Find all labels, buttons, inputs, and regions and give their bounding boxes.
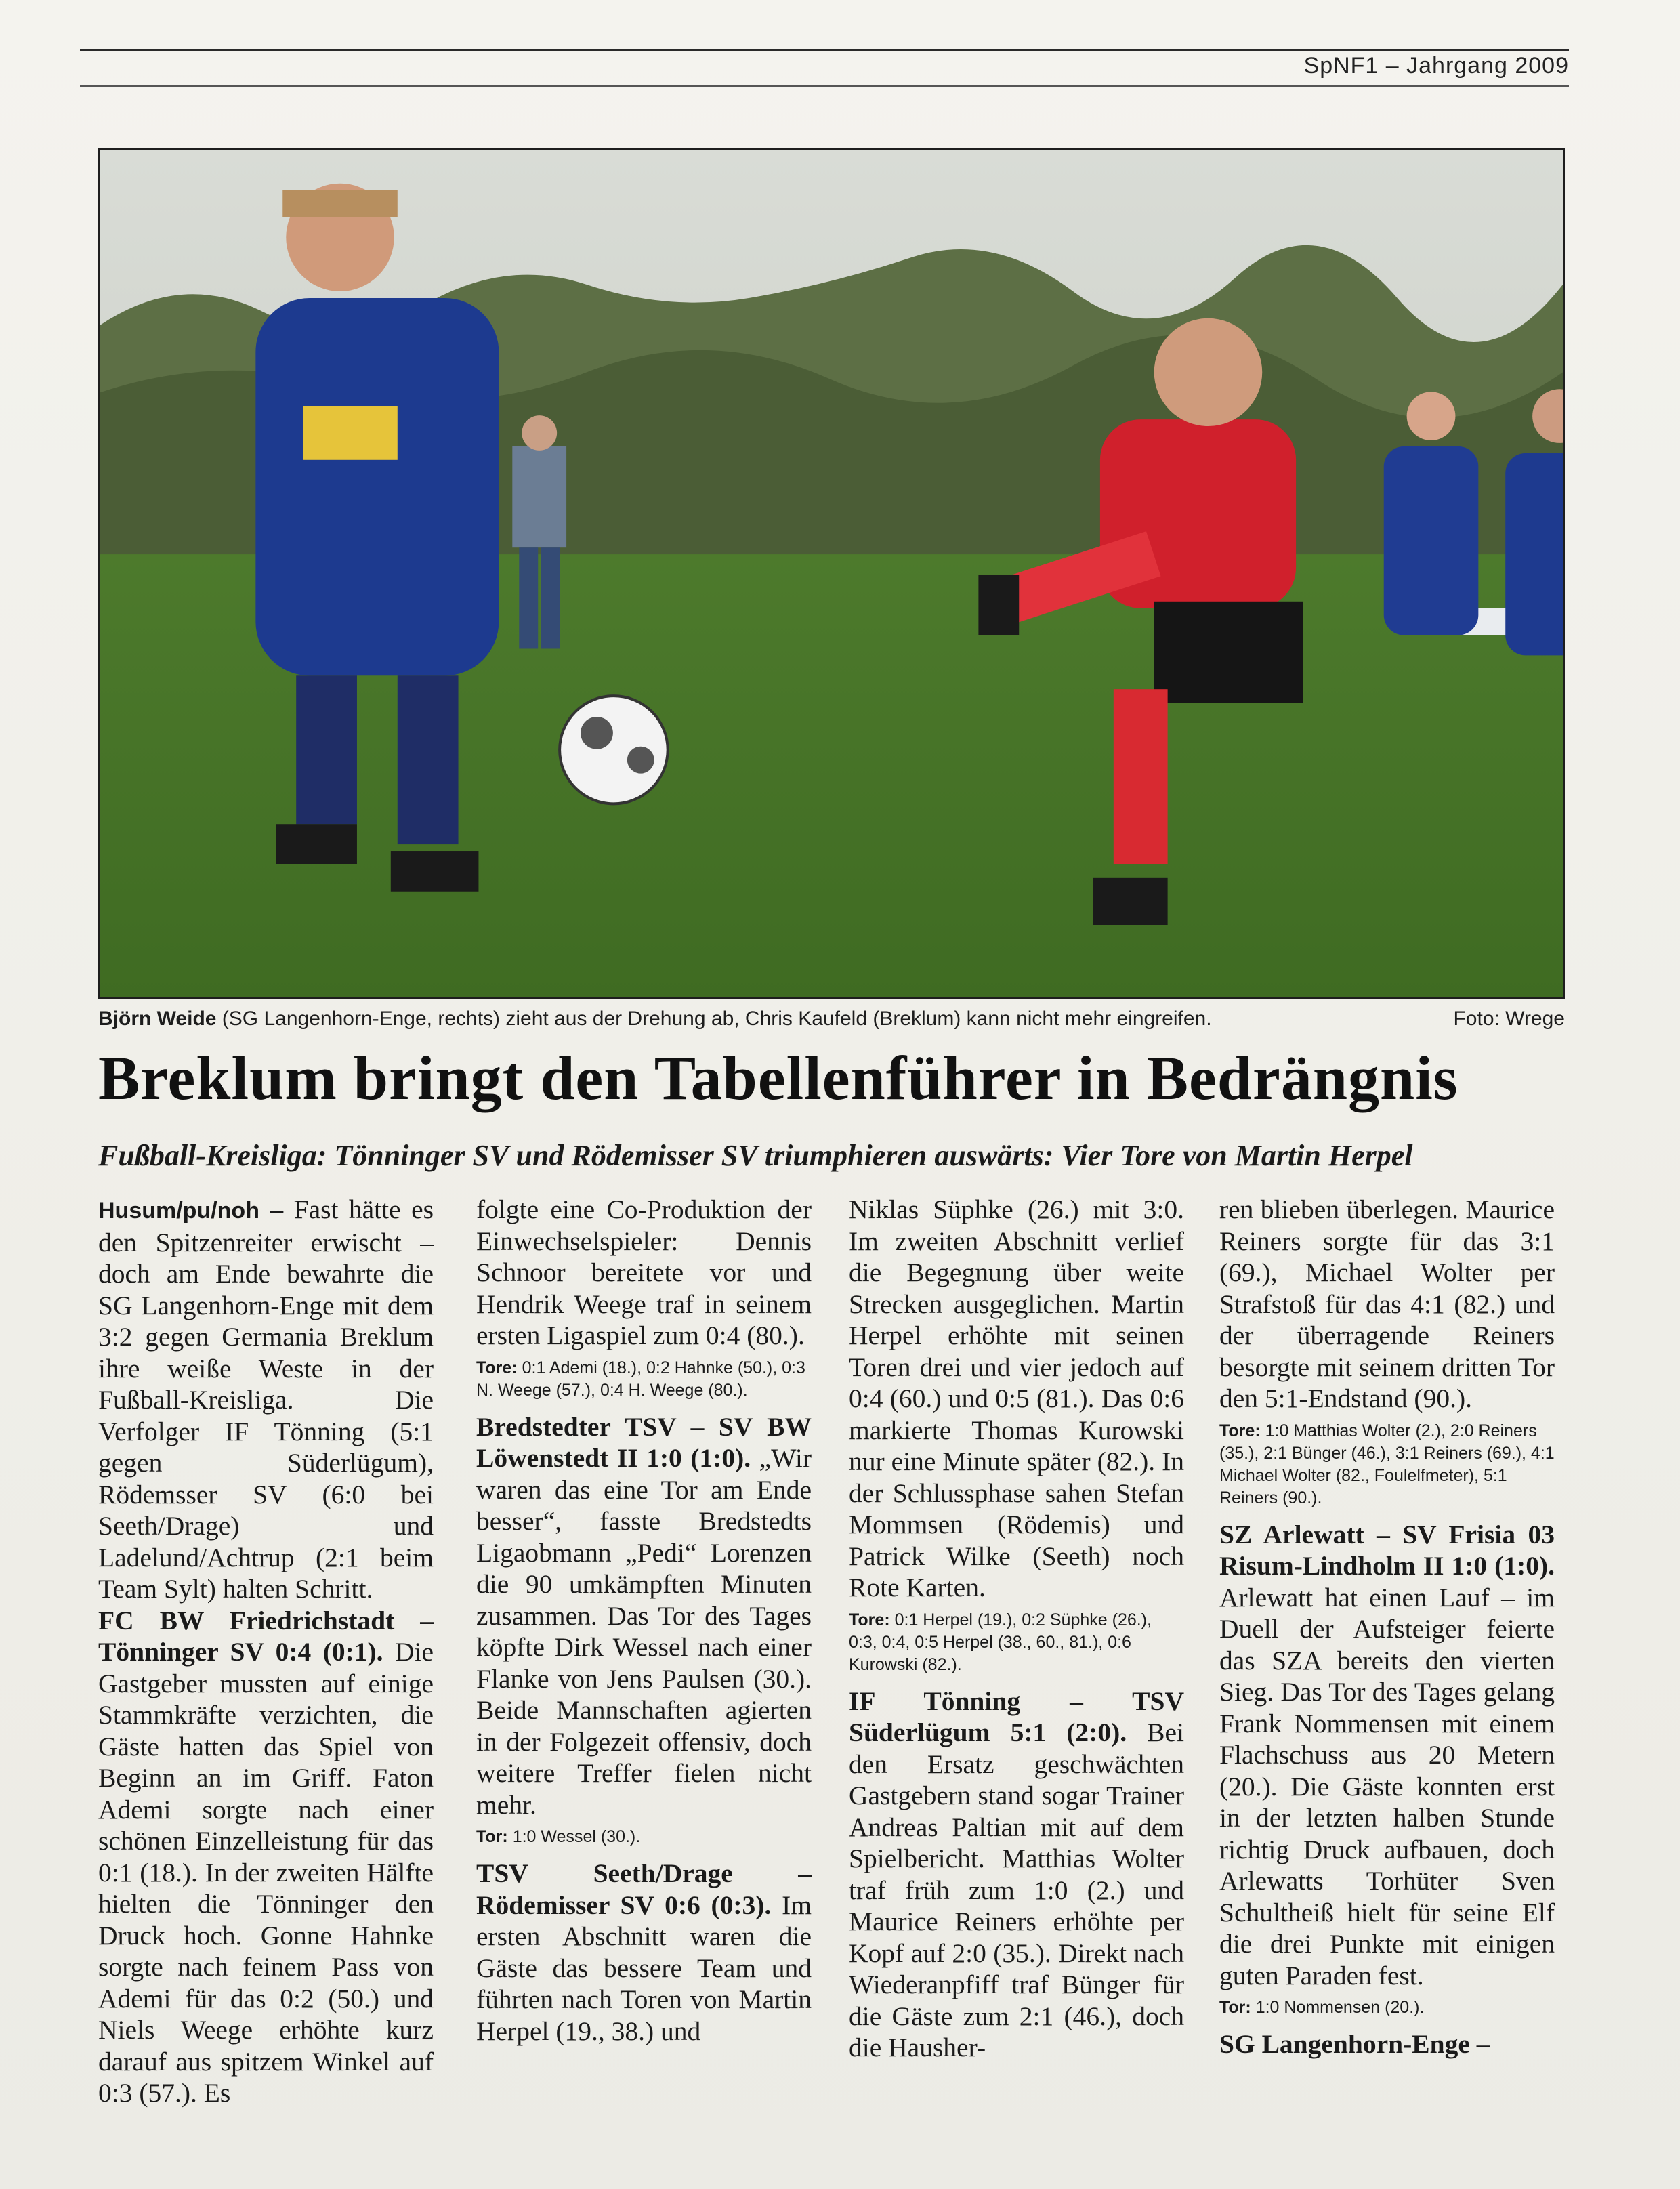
match-heading: SZ Arlewatt – SV Frisia 03 Risum-Lindholm II 1:0 (1:0).: [1219, 1519, 1555, 1581]
match-report: Niklas Süphke (26.) mit 3:0. Im zweiten Abschnitt verlief die Begegnung über weite Strecken ausgeglichen. Martin Herpel erhöhte mit seinen Toren drei und vier jedoch auf 0:4 (60.) und 0:5 (81.). Das 0:6 markierte Thomas Kurowski nur eine Minute später (82.). In der Schlussphase sahen Stefan Mommsen (Rödemis) und Patrick Wilke (Seeth) noch Rote Karten.: [849, 1194, 1184, 1602]
match-heading: SG Langenhorn-Enge –: [1219, 2029, 1490, 2059]
photo-credit: Foto: Wrege: [1453, 1007, 1565, 1030]
goals-list: 0:1 Herpel (19.), 0:2 Süphke (26.), 0:3, 0:4, 0:5 Herpel (38., 60., 81.), 0:6 Kurowski (82.).: [849, 1610, 1152, 1674]
goals-list: 0:1 Ademi (18.), 0:2 Hahnke (50.), 0:3 N. Weege (57.), 0:4 H. Weege (80.).: [476, 1358, 805, 1400]
subheadline: Fußball-Kreisliga: Tönninger SV und Rödemisser SV triumphieren auswärts: Vier Tore von Martin Herpel: [98, 1139, 1413, 1172]
issue-label: SpNF1 – Jahrgang 2009: [1303, 53, 1569, 79]
match-report: „Wir waren das eine Tor am Ende besser“, fasste Bredstedts Ligaobmann „Pedi“ Lorenzen die 90 umkämpften Minuten zusammen. Das Tor des Tages köpfte Dirk Wessel nach einer Flanke von Jens Paulsen (30.). Beide Mannschaften agierten in der Folgezeit offensiv, doch weitere Treffer fielen nicht mehr.: [476, 1443, 812, 1820]
goals-label: Tor:: [476, 1827, 508, 1846]
goals-list: 1:0 Nommensen (20.).: [1251, 1998, 1425, 2017]
match-report: Arlewatt hat einen Lauf – im Duell der Aufsteiger feierte das SZA bereits den vierten Sieg. Das Tor des Tages gelang Frank Nommensen mit einem Flachschuss aus 20 Metern (20.). Die Gäste konnten erst in der letzten halben Stunde richtig Druck aufbauen, doch Arlewatts Torhüter Sven Schultheiß hielt für seine Elf die drei Punkte mit einigen guten Paraden fest.: [1219, 1582, 1555, 1990]
football-match-photo: [98, 148, 1565, 999]
caption-text: (SG Langenhorn-Enge, rechts) zieht aus der Drehung ab, Chris Kaufeld (Breklum) kann nicht mehr eingreifen.: [216, 1007, 1212, 1030]
article-column-1: [98, 1194, 434, 2169]
dateline: Husum/pu/noh: [98, 1198, 259, 1224]
photo-illustration: [100, 150, 1563, 997]
match-report: Im ersten Abschnitt waren die Gäste das bessere Team und führten nach Toren von Martin Herpel (19., 38.) und: [476, 1890, 812, 2046]
headline: Breklum bringt den Tabellenführer in Bedrängnis: [98, 1043, 1458, 1112]
match-heading: Bredstedter TSV – SV BW Löwenstedt II 1:0 (1:0).: [476, 1411, 812, 1473]
article-column-2: [476, 1194, 812, 2169]
match-report: Die Gastgeber mussten auf einige Stammkräfte verzichten, die Gäste hatten das Spiel von Beginn an im Griff. Faton Ademi sorgte nach einer schönen Einzelleistung für das 0:1 (18.). In der zweiten Hälfte hielten die Tönninger den Druck hoch. Gonne Hahnke sorgte nach feinem Pass von Ademi für das 0:2 (50.) und Niels Weege erhöhte kurz darauf aus spitzem Winkel auf 0:3 (57.). Es: [98, 1637, 434, 2108]
match-report: folgte eine Co-Produktion der Einwechselspieler: Dennis Schnoor bereitete vor und Hendrik Weege traf in seinem ersten Ligaspiel zum 0:4 (80.).: [476, 1194, 812, 1350]
match-report: ren blieben überlegen. Maurice Reiners sorgte für das 3:1 (69.), Michael Wolter per Strafstoß für das 4:1 (82.) und der überragende Reiners besorgte mit seinem dritten Tor den 5:1-Endstand (90.).: [1219, 1194, 1555, 1413]
photo-caption: [98, 1007, 1565, 1037]
header-rule: [80, 49, 1569, 51]
header-rule-lower: [80, 85, 1569, 87]
goals-list: 1:0 Wessel (30.).: [507, 1827, 641, 1846]
article-column-4: [1219, 1194, 1555, 2169]
goals-label: Tore:: [849, 1610, 890, 1629]
match-heading: TSV Seeth/Drage – Rödemisser SV 0:6 (0:3).: [476, 1858, 812, 1920]
article-column-3: [849, 1194, 1184, 2169]
goals-label: Tor:: [1219, 1998, 1251, 2017]
match-report: Bei den Ersatz geschwächten Gastgebern stand sogar Trainer Andreas Paltian mit auf dem Spielbericht. Matthias Wolter traf früh zum 1:0 (2.) und Maurice Reiners erhöhte per Kopf auf 2:0 (35.). Direkt nach Wiederanpfiff traf Bünger für die Gäste zum 2:1 (46.), doch die Hausher-: [849, 1717, 1184, 2062]
match-heading: FC BW Friedrichstadt – Tönninger SV 0:4 (0:1).: [98, 1605, 434, 1667]
goals-label: Tore:: [1219, 1421, 1261, 1440]
goals-label: Tore:: [476, 1358, 518, 1377]
caption-name: Björn Weide: [98, 1007, 217, 1030]
goals-list: 1:0 Matthias Wolter (2.), 2:0 Reiners (35.), 2:1 Bünger (46.), 3:1 Reiners (69.), 4:1 Michael Wolter (82., Foulelfmeter), 5:1 Reiners (90.).: [1219, 1421, 1555, 1507]
match-heading: IF Tönning – TSV Süderlügum 5:1 (2:0).: [849, 1686, 1184, 1747]
intro-text: – Fast hätte es den Spitzenreiter erwischt – doch am Ende bewahrte die SG Langenhorn-Enge mit dem 3:2 gegen Germania Breklum ihre weiße Weste in der Fußball-Kreisliga. Die Verfolger IF Tönning (5:1 gegen Süderlügum), Rödemsser SV (6:0 bei Seeth/Drage) und Ladelund/Achtrup (2:1 beim Team Sylt) halten Schritt.: [98, 1194, 434, 1604]
